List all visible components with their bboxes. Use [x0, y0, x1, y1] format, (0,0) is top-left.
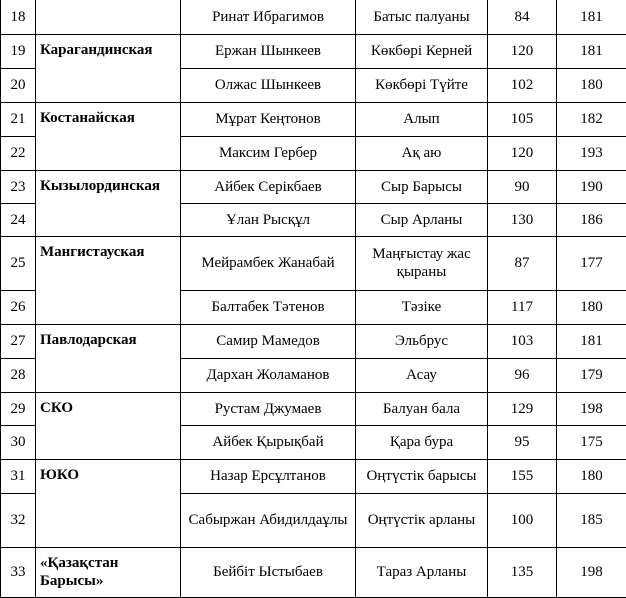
wrestler-name: Ринат Ибрагимов	[181, 0, 356, 34]
table-row	[1, 459, 626, 493]
team-name: Тәзіке	[356, 290, 488, 324]
height-value: 185	[557, 493, 626, 547]
wrestler-name: Айбек Серікбаев	[181, 170, 356, 203]
row-number: 19	[1, 34, 36, 68]
region-cell: Костанайская	[36, 102, 181, 170]
row-number: 25	[1, 236, 36, 290]
height-value: 180	[557, 459, 626, 493]
wrestler-name: Максим Гербер	[181, 136, 356, 170]
region-cell: СКО	[36, 392, 181, 459]
height-value: 181	[557, 34, 626, 68]
team-name: Тараз Арланы	[356, 547, 488, 597]
wrestler-name: Самир Мамедов	[181, 324, 356, 358]
height-value: 180	[557, 290, 626, 324]
row-number: 23	[1, 170, 36, 203]
height-value: 179	[557, 358, 626, 392]
team-name: Алып	[356, 102, 488, 136]
region-cell: «Қазақстан Барысы»	[36, 547, 181, 597]
weight-value: 155	[488, 459, 557, 493]
row-number: 24	[1, 203, 36, 236]
height-value: 193	[557, 136, 626, 170]
region-cell	[36, 0, 181, 34]
height-value: 198	[557, 547, 626, 597]
team-name: Эльбрус	[356, 324, 488, 358]
table-row	[1, 0, 626, 34]
wrestler-name: Сабыржан Абидилдаұлы	[181, 493, 356, 547]
table-row	[1, 324, 626, 358]
row-number: 18	[1, 0, 36, 34]
weight-value: 103	[488, 324, 557, 358]
table-row	[1, 102, 626, 136]
team-name: Көкбөрі Түйте	[356, 68, 488, 102]
wrestler-name: Ұлан Рысқұл	[181, 203, 356, 236]
weight-value: 87	[488, 236, 557, 290]
height-value: 182	[557, 102, 626, 136]
row-number: 26	[1, 290, 36, 324]
weight-value: 90	[488, 170, 557, 203]
weight-value: 96	[488, 358, 557, 392]
weight-value: 120	[488, 34, 557, 68]
wrestler-name: Рустам Джумаев	[181, 392, 356, 425]
team-name: Батыс палуаны	[356, 0, 488, 34]
weight-value: 130	[488, 203, 557, 236]
team-name: Қара бура	[356, 425, 488, 459]
wrestler-name: Дархан Жоламанов	[181, 358, 356, 392]
wrestler-name: Олжас Шынкеев	[181, 68, 356, 102]
weight-value: 100	[488, 493, 557, 547]
weight-value: 117	[488, 290, 557, 324]
team-name: Сыр Арланы	[356, 203, 488, 236]
row-number: 32	[1, 493, 36, 547]
weight-value: 102	[488, 68, 557, 102]
row-number: 21	[1, 102, 36, 136]
height-value: 181	[557, 324, 626, 358]
row-number: 33	[1, 547, 36, 597]
table-row	[1, 392, 626, 425]
weight-value: 105	[488, 102, 557, 136]
row-number: 28	[1, 358, 36, 392]
height-value: 177	[557, 236, 626, 290]
team-name: Маңғыстау жас қыраны	[356, 236, 488, 290]
table-row	[1, 170, 626, 203]
wrestler-name: Балтабек Тәтенов	[181, 290, 356, 324]
region-cell: Мангистауская	[36, 236, 181, 324]
row-number: 22	[1, 136, 36, 170]
table-row	[1, 547, 626, 597]
region-cell: ЮКО	[36, 459, 181, 547]
weight-value: 95	[488, 425, 557, 459]
team-name: Оңтүстік арланы	[356, 493, 488, 547]
height-value: 186	[557, 203, 626, 236]
weight-value: 84	[488, 0, 557, 34]
row-number: 31	[1, 459, 36, 493]
wrestler-name: Мұрат Кеңтонов	[181, 102, 356, 136]
height-value: 175	[557, 425, 626, 459]
team-name: Сыр Барысы	[356, 170, 488, 203]
team-name: Асау	[356, 358, 488, 392]
wrestler-name: Назар Ерсұлтанов	[181, 459, 356, 493]
team-name: Балуан бала	[356, 392, 488, 425]
row-number: 20	[1, 68, 36, 102]
table-row	[1, 236, 626, 290]
weight-value: 135	[488, 547, 557, 597]
height-value: 180	[557, 68, 626, 102]
height-value: 190	[557, 170, 626, 203]
wrestler-name: Ержан Шынкеев	[181, 34, 356, 68]
wrestler-name: Айбек Қырықбай	[181, 425, 356, 459]
weight-value: 120	[488, 136, 557, 170]
table-row	[1, 34, 626, 68]
height-value: 198	[557, 392, 626, 425]
region-cell: Кызылординская	[36, 170, 181, 236]
region-cell: Павлодарская	[36, 324, 181, 392]
region-cell: Карагандинская	[36, 34, 181, 102]
team-name: Көкбөрі Керней	[356, 34, 488, 68]
height-value: 181	[557, 0, 626, 34]
wrestler-name: Бейбіт Ыстыбаев	[181, 547, 356, 597]
row-number: 27	[1, 324, 36, 358]
team-name: Оңтүстік барысы	[356, 459, 488, 493]
row-number: 30	[1, 425, 36, 459]
wrestler-name: Мейрамбек Жанабай	[181, 236, 356, 290]
weight-value: 129	[488, 392, 557, 425]
team-name: Ақ аю	[356, 136, 488, 170]
row-number: 29	[1, 392, 36, 425]
